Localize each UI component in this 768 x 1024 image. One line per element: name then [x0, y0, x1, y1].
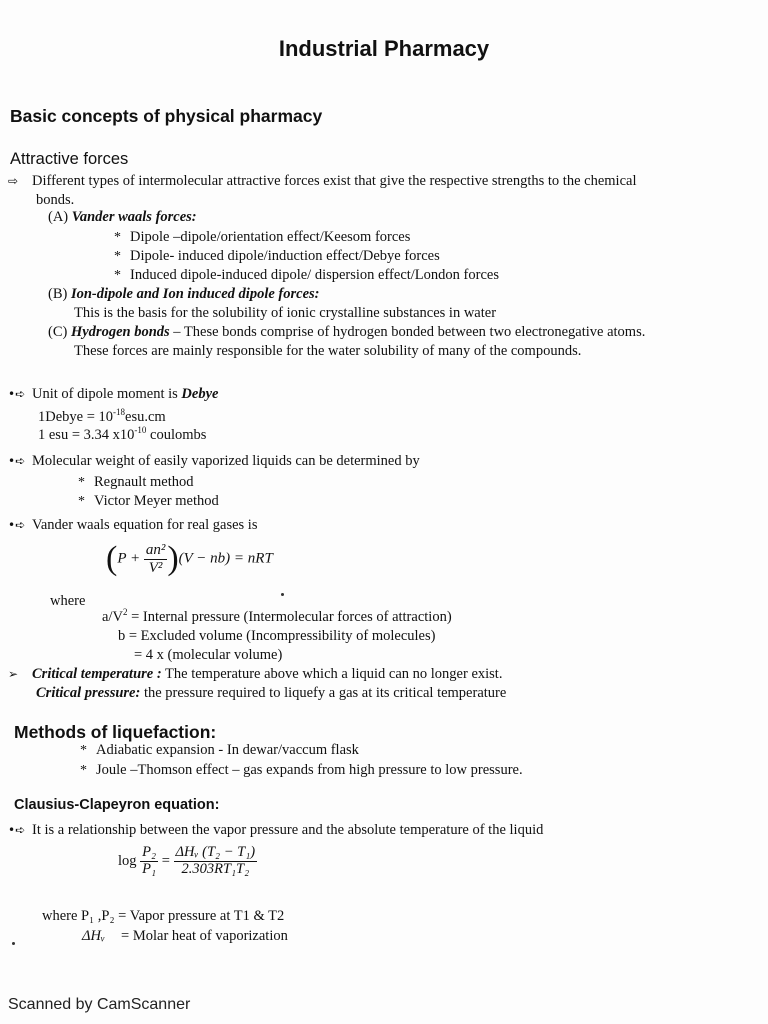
clausius-where-line: where P₁ ,P₂ = Vapor pressure at T1 & T2: [42, 908, 285, 924]
list-item: * Joule –Thomson effect – gas expands from high pressure to low pressure.: [80, 762, 523, 778]
definition-internal-pressure: $a/V^2$ = Internal pressure (Intermolecular forces of attraction): [102, 607, 452, 625]
asterisk-bullet-icon: *: [114, 230, 121, 245]
heading-methods-of-liquefaction: Methods of liquefaction:: [14, 722, 217, 742]
scanner-watermark: Scanned by CamScanner: [8, 996, 191, 1013]
clausius-equation: log $\frac{\text{P₂}}{\text{P₁}}$ = $\frac{\text{ΔHᵥ (T₂ − T₁)}}{\text{2.303RT₁T₂}}$: [118, 844, 256, 877]
heading-attractive-forces: Attractive forces: [10, 150, 129, 168]
arrow-bullet-icon: •➪: [8, 387, 26, 401]
subsection-b: (B) Ion-dipole and Ion induced dipole forces:: [48, 286, 320, 302]
vander-waals-equation: (P + $\frac{\text{an²}}{\text{V²}}$ )(V − nb) = nRT: [106, 540, 273, 577]
heading-clausius-clapeyron: Clausius-Clapeyron equation:: [14, 797, 220, 813]
critical-temperature-line: ➢ Critical temperature : The temperature above which a liquid can no longer exist.: [8, 666, 503, 682]
list-item: * Adiabatic expansion - In dewar/vaccum flask: [80, 742, 359, 758]
page-title: Industrial Pharmacy: [278, 36, 490, 61]
clausius-text: •➪ It is a relationship between the vapor pressure and the absolute temperature of the liquid: [8, 822, 544, 838]
definition-excluded-volume: b = Excluded volume (Incompressibility of molecules): [118, 628, 436, 644]
list-item: * Regnault method: [78, 474, 194, 490]
esu-definition: 1 esu = 3.34 $x10^{-10}$ coulombs: [38, 425, 207, 443]
hollow-arrow-bullet-icon: ⇨: [8, 174, 19, 188]
asterisk-bullet-icon: *: [78, 475, 85, 490]
subsection-b-text: This is the basis for the solubility of ionic crystalline substances in water: [74, 305, 497, 321]
asterisk-bullet-icon: *: [78, 494, 85, 509]
subsection-c: (C) Hydrogen bonds – These bonds comprise of hydrogen bonded between two electronegative atoms.: [48, 324, 646, 340]
attractive-intro: ⇨ Different types of intermolecular attractive forces exist that give the respective strengths to the chemical: [8, 173, 637, 189]
scan-speck: [281, 593, 284, 596]
arrow-bullet-icon: •➪: [8, 823, 26, 837]
where-label: where: [50, 593, 86, 609]
arrowhead-bullet-icon: ➢: [8, 667, 19, 681]
list-item: * Induced dipole-induced dipole/ dispersion effect/London forces: [114, 267, 499, 283]
molecular-weight-line: •➪ Molecular weight of easily vaporized liquids can be determined by: [8, 453, 420, 469]
asterisk-bullet-icon: *: [80, 743, 87, 758]
arrow-bullet-icon: •➪: [8, 454, 26, 468]
list-item: * Dipole- induced dipole/induction effect/Debye forces: [114, 248, 440, 264]
list-item: * Victor Meyer method: [78, 493, 219, 509]
attractive-intro-cont: bonds.: [36, 192, 75, 208]
list-item: * Dipole –dipole/orientation effect/Keesom forces: [114, 229, 411, 245]
scan-speck: [12, 942, 15, 945]
section-heading-basic-concepts: Basic concepts of physical pharmacy: [10, 106, 323, 126]
definition-molecular-volume: = 4 x (molecular volume): [134, 647, 283, 663]
arrow-bullet-icon: •➪: [8, 518, 26, 532]
dipole-moment-line: •➪ Unit of dipole moment is Debye: [8, 386, 219, 402]
clausius-delta-h-line: ΔHᵥ = Molar heat of vaporization: [82, 928, 288, 944]
asterisk-bullet-icon: *: [80, 763, 87, 778]
asterisk-bullet-icon: *: [114, 249, 121, 264]
critical-pressure-line: Critical pressure: the pressure required to liquefy a gas at its critical temperature: [36, 685, 507, 701]
vander-waals-line: •➪ Vander waals equation for real gases is: [8, 517, 258, 533]
subsection-a: (A) Vander waals forces:: [48, 209, 197, 225]
asterisk-bullet-icon: *: [114, 268, 121, 283]
debye-definition: 1Debye = $10^{-18}esu.cm$: [38, 407, 166, 425]
subsection-c-text: These forces are mainly responsible for the water solubility of many of the compounds.: [74, 343, 582, 359]
